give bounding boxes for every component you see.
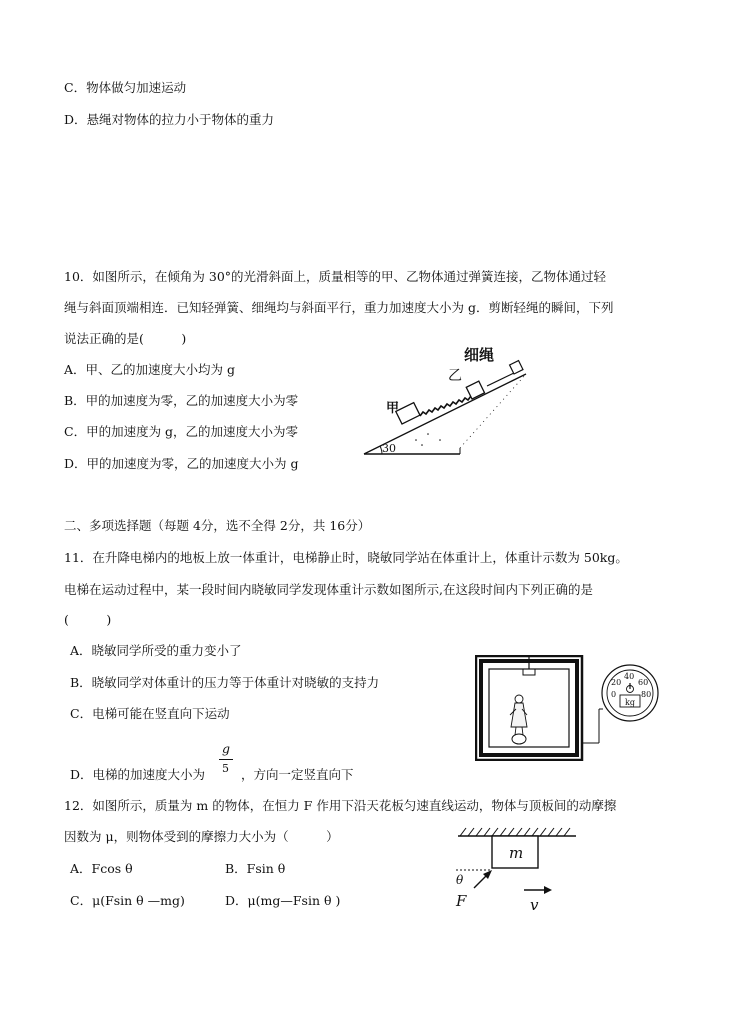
q12-ceiling-figure — [452, 826, 582, 914]
q12-stem-line1: 12．如图所示，质量为 m 的物体，在恒力 F 作用下沿天花板匀速直线运动，物体与顶板间的动摩擦 — [64, 798, 617, 813]
q12-option-a: A．Fcos θ — [70, 861, 133, 876]
q12-option-c: C．μ(Fsin θ —mg) — [70, 893, 185, 908]
q12-option-d: D．μ(mg—Fsin θ ) — [225, 893, 341, 908]
q10-option-d: D．甲的加速度为零，乙的加速度大小为 g — [64, 456, 299, 471]
q10-option-c: C．甲的加速度为 g，乙的加速度大小为零 — [64, 424, 299, 439]
q9-option-d: D．悬绳对物体的拉力小于物体的重力 — [64, 112, 275, 127]
q11-option-d-prefix: D．电梯的加速度大小为 — [70, 767, 206, 782]
q10-option-a: A．甲、乙的加速度大小均为 g — [64, 362, 236, 377]
angle-label: 30 — [382, 442, 396, 455]
label-rope: 细绳 — [464, 346, 495, 364]
label-v: v — [530, 896, 539, 914]
label-theta: θ — [456, 873, 464, 887]
q10-stem-line1: 10．如图所示，在倾角为 30°的光滑斜面上，质量相等的甲、乙物体通过弹簧连接，乙物体通过轻 — [64, 269, 607, 284]
label-yi: 乙 — [448, 368, 462, 384]
q11-option-a: A．晓敏同学所受的重力变小了 — [70, 643, 242, 658]
dial-0: 0 — [611, 690, 617, 699]
q11-option-d-suffix: ，方向一定竖直向下 — [241, 767, 354, 782]
floor-scale — [512, 734, 526, 744]
q11-elevator-figure — [475, 655, 665, 761]
q11-frac-den: 5 — [222, 762, 229, 775]
dial-60: 60 — [638, 678, 649, 687]
dial-80: 80 — [641, 690, 652, 699]
q11-option-b: B．晓敏同学对体重计的压力等于体重计对晓敏的支持力 — [70, 675, 380, 690]
q11-stem-line3: ( ) — [64, 612, 112, 627]
q10-stem-line3: 说法正确的是( ) — [64, 331, 187, 346]
label-m: m — [509, 844, 524, 862]
label-jia: 甲 — [386, 401, 400, 416]
q12-option-b: B．Fsin θ — [225, 861, 286, 876]
q11-stem-line1: 11．在升降电梯内的地板上放一体重计，电梯静止时，晓敏同学站在体重计上，体重计示数为 50kg。 — [64, 550, 628, 565]
q12-stem-line2: 因数为 μ，则物体受到的摩擦力大小为（ ） — [64, 829, 339, 844]
dial-unit: kg — [625, 698, 635, 707]
q11-option-c: C．电梯可能在竖直向下运动 — [70, 706, 230, 721]
block-jia — [396, 403, 420, 424]
q11-frac-bar — [219, 759, 233, 760]
q10-incline-figure — [356, 344, 531, 464]
q9-option-c: C．物体做匀加速运动 — [64, 80, 187, 95]
dial-20: 20 — [611, 678, 622, 687]
q10-stem-line2: 绳与斜面顶端相连．已知轻弹簧、细绳均与斜面平行，重力加速度大小为 g．剪断轻绳的瞬间，下列 — [64, 300, 614, 315]
section2-heading: 二、多项选择题（每题 4分，选不全得 2分，共 16分） — [64, 518, 371, 533]
q11-stem-line2: 电梯在运动过程中，某一段时间内晓敏同学发现体重计示数如图所示,在这段时间内下列正确的是 — [64, 582, 593, 597]
q10-option-b: B．甲的加速度为零，乙的加速度大小为零 — [64, 393, 299, 408]
rope — [487, 372, 516, 386]
dial-40: 40 — [624, 672, 635, 681]
q11-frac-num: g — [222, 741, 231, 756]
label-f: F — [456, 892, 467, 910]
